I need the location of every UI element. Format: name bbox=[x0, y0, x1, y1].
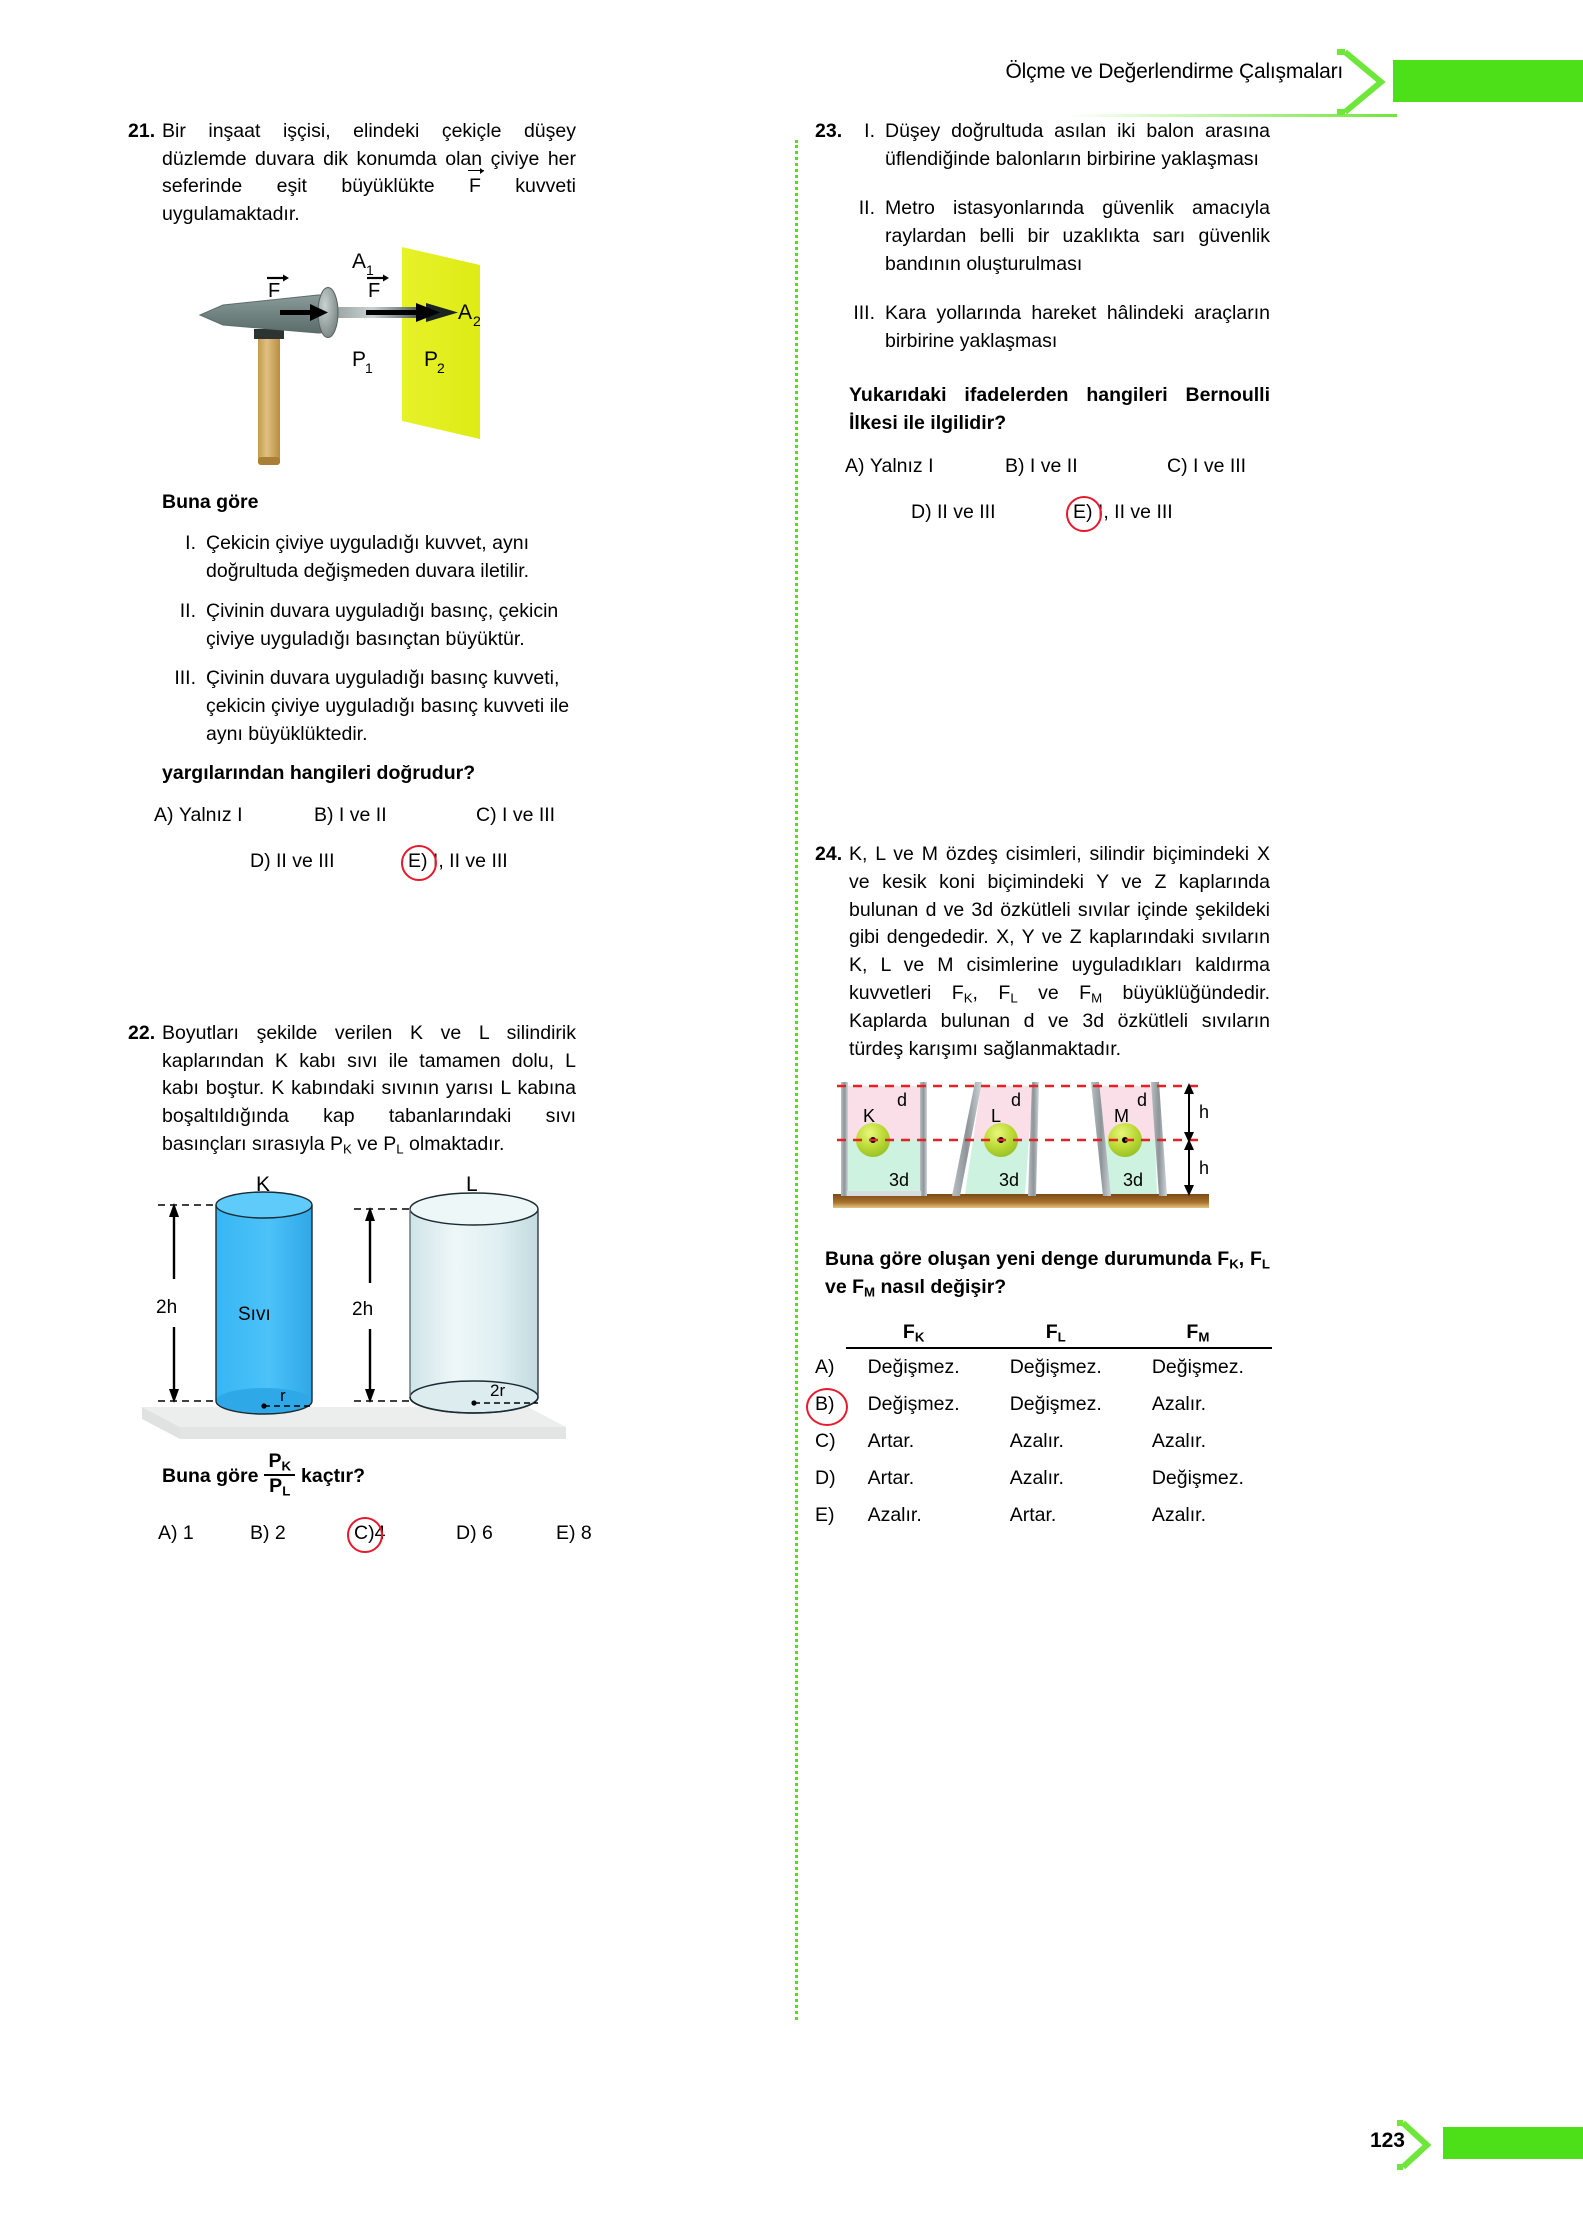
height-upper-label: h bbox=[1199, 1101, 1210, 1122]
table-header-FM bbox=[1130, 1321, 1272, 1349]
figure-hammer-nail-wall bbox=[128, 243, 576, 483]
figure-three-containers bbox=[833, 1078, 1263, 1228]
roman-text: Çivinin duvara uyguladığı basınç kuvveti, çekicin çiviye uyguladığı basınç kuvveti ile aynı büyüklüktedir. bbox=[206, 667, 570, 745]
question-21-choices bbox=[154, 804, 576, 890]
question-21-lead-in: Buna göre bbox=[162, 490, 259, 513]
row-B-key-wrap bbox=[815, 1393, 835, 1416]
choice-B-key: B) bbox=[314, 803, 334, 826]
row-E-FM: Azalır. bbox=[1151, 1504, 1207, 1527]
question-22-stem bbox=[162, 1020, 576, 1159]
force-label-left bbox=[267, 274, 289, 302]
page-header bbox=[0, 52, 1583, 112]
choice-B-key: B) bbox=[250, 1522, 270, 1545]
choice-D-key: D) bbox=[456, 1522, 477, 1545]
choice-A-key: A) bbox=[845, 455, 865, 478]
column-divider bbox=[795, 140, 798, 2020]
hammer-handle-end bbox=[258, 457, 280, 465]
cylinder-K-liquid-label: Sıvı bbox=[238, 1304, 271, 1326]
table-header-row bbox=[815, 1321, 1272, 1349]
cylinder-L-rim bbox=[410, 1193, 538, 1225]
roman-number: II. bbox=[858, 197, 875, 220]
wall-shape bbox=[402, 247, 480, 439]
cylinder-L-height-dim bbox=[352, 1207, 410, 1403]
height-lower-label: h bbox=[1199, 1157, 1210, 1178]
choice-C-text: I ve III bbox=[1193, 455, 1247, 478]
container-Z-bottom-density: 3d bbox=[1123, 1169, 1144, 1190]
row-B-key bbox=[815, 1386, 846, 1423]
question-23-choices bbox=[845, 455, 1270, 541]
question-22-sub-K: K bbox=[342, 1141, 352, 1157]
question-24-stem-2: , F bbox=[972, 981, 1011, 1004]
question-24-stem-1: K, L ve M özdeş cisimleri, silindir biçimindeki X ve kesik koni biçimindeki Y ve Z kaplarında bulunan d ve 3d özkütleli sıvılar içinde şekildeki gibi dengededir. X, Y ve Z kaplarındaki sıvıların K, L ve M cisimlerine uyguladıkları kaldırma kuvvetleri F bbox=[849, 843, 1270, 1004]
choice-D-key: D) bbox=[250, 849, 271, 872]
choice-B-key: B) bbox=[1005, 455, 1025, 478]
question-22-stem-1: Boyutları şekilde verilen K ve L silindirik kaplarından K kabı sıvı ile tamamen dolu, L kabı boştur. K kabındaki sıvının yarısı L kabına boşaltıldığında kap tabanlarındaki sıvı basınçları sırasıyla P bbox=[162, 1021, 576, 1155]
question-24-sub-L: L bbox=[1010, 990, 1018, 1006]
choice-A[interactable] bbox=[154, 804, 243, 827]
ground-surface bbox=[833, 1194, 1209, 1208]
row-C-FK: Artar. bbox=[867, 1430, 915, 1453]
row-A-FL: Değişmez. bbox=[1009, 1356, 1102, 1379]
choice-E-text: I, II ve III bbox=[1097, 501, 1173, 524]
question-24-sub-K: K bbox=[963, 990, 973, 1006]
cylinder-K-height-dim bbox=[156, 1203, 216, 1403]
svg-text:2r: 2r bbox=[490, 1381, 506, 1401]
choice-C-text: I ve III bbox=[502, 803, 556, 826]
header-accent-bar bbox=[1393, 60, 1583, 102]
svg-text:2: 2 bbox=[473, 312, 481, 329]
choice-B[interactable] bbox=[250, 1522, 286, 1545]
table-header-FM-sub: M bbox=[1198, 1329, 1210, 1345]
question-22-prompt-post: kaçtır? bbox=[301, 1465, 365, 1487]
question-24-prompt-post: nasıl değişir? bbox=[875, 1276, 1007, 1299]
roman-text: Çekicin çiviye uyguladığı kuvvet, aynı doğrultuda değişmeden duvara iletilir. bbox=[206, 532, 530, 583]
fraction-denominator-sub: L bbox=[282, 1483, 291, 1499]
roman-number: II. bbox=[179, 599, 196, 622]
fraction-denominator bbox=[264, 1474, 295, 1499]
choice-E-text: 8 bbox=[580, 1522, 592, 1545]
container-Y-bottom-density: 3d bbox=[999, 1169, 1020, 1190]
choice-E-text: I, II ve III bbox=[432, 849, 508, 872]
svg-text:P: P bbox=[352, 347, 367, 371]
choice-A-text: 1 bbox=[182, 1522, 194, 1545]
question-24-prompt-sub-K: K bbox=[1229, 1256, 1239, 1272]
question-21-number: 21. bbox=[128, 120, 156, 142]
svg-text:2: 2 bbox=[437, 359, 445, 376]
roman-number: I. bbox=[864, 120, 875, 142]
cylinder-L-label: L bbox=[466, 1175, 478, 1197]
choice-E[interactable] bbox=[556, 1522, 592, 1545]
row-A-key: A) bbox=[815, 1355, 835, 1378]
question-21-roman-list bbox=[162, 530, 576, 748]
table-header-FK-sub: K bbox=[914, 1329, 925, 1345]
choice-D-key: D) bbox=[911, 501, 932, 524]
choice-B[interactable] bbox=[1005, 455, 1078, 478]
label-A1 bbox=[352, 250, 374, 278]
question-24-prompt-sub-L: L bbox=[1261, 1256, 1270, 1272]
question-24-prompt-mid-2: ve F bbox=[825, 1276, 865, 1299]
roman-text: Çivinin duvara uyguladığı basınç, çekicin çiviye uyguladığı basınçtan büyüktür. bbox=[206, 599, 559, 650]
svg-text:1: 1 bbox=[365, 359, 373, 376]
fraction-numerator bbox=[264, 1451, 295, 1474]
roman-number: III. bbox=[174, 667, 196, 690]
fraction-numerator-sub: K bbox=[281, 1458, 292, 1474]
choice-D-text: II ve III bbox=[937, 501, 996, 524]
roman-number: III. bbox=[853, 302, 875, 325]
row-C-key: C) bbox=[815, 1430, 836, 1453]
question-24-number: 24. bbox=[815, 843, 843, 866]
force-vector-symbol: F bbox=[469, 173, 481, 201]
question-22-stem-2: ve P bbox=[351, 1132, 397, 1155]
choice-D[interactable] bbox=[456, 1522, 493, 1545]
header-fade-rule bbox=[1067, 114, 1397, 117]
question-24-answer-table bbox=[815, 1321, 1270, 1535]
roman-text: Düşey doğrultuda asılan iki balon arasına üflendiğinde balonların birbirine yaklaşması bbox=[885, 120, 1270, 170]
question-24-prompt-sub-M: M bbox=[864, 1284, 876, 1300]
choice-C-text: 4 bbox=[374, 1522, 386, 1545]
question-24-prompt bbox=[825, 1246, 1270, 1303]
table-header-blank bbox=[815, 1321, 846, 1349]
question-24 bbox=[815, 841, 1270, 1534]
question-21-stem bbox=[162, 118, 576, 229]
choice-E-key: E) bbox=[408, 849, 428, 872]
choice-E[interactable] bbox=[1073, 501, 1173, 524]
choice-A[interactable] bbox=[158, 1522, 194, 1545]
choice-C-key: C) bbox=[354, 1522, 375, 1545]
roman-number: I. bbox=[185, 532, 196, 555]
cylinder-K bbox=[216, 1192, 312, 1414]
choice-C[interactable] bbox=[476, 804, 555, 827]
cylinder-K-label: K bbox=[256, 1175, 271, 1197]
question-22-number: 22. bbox=[128, 1021, 156, 1044]
row-D-key: D) bbox=[815, 1467, 836, 1490]
cylinder-L bbox=[410, 1193, 538, 1413]
container-X-base bbox=[847, 1191, 921, 1196]
choice-C-key-wrap bbox=[354, 1522, 375, 1545]
object-L-label: L bbox=[991, 1105, 1002, 1126]
question-21-prompt: yargılarından hangileri doğrudur? bbox=[162, 762, 476, 785]
three-containers-svg bbox=[833, 1078, 1243, 1228]
row-B-FM: Azalır. bbox=[1151, 1393, 1207, 1416]
table-header-FL bbox=[988, 1321, 1130, 1349]
question-24-stem-3: ve F bbox=[1017, 981, 1092, 1004]
roman-item bbox=[849, 195, 1270, 278]
cylinder-K-body bbox=[216, 1205, 312, 1401]
roman-item bbox=[849, 118, 1270, 173]
question-24-sub-M: M bbox=[1091, 990, 1103, 1006]
svg-text:A: A bbox=[352, 249, 367, 273]
row-D-FM: Değişmez. bbox=[1151, 1467, 1244, 1490]
hammer-nail-wall-svg bbox=[128, 243, 576, 483]
header-chevron-icon bbox=[1337, 46, 1397, 118]
choice-C[interactable] bbox=[354, 1522, 385, 1545]
table-row[interactable] bbox=[815, 1386, 1272, 1423]
choice-A-text: Yalnız I bbox=[178, 803, 243, 826]
question-24-prompt-pre: Buna göre oluşan yeni denge durumunda F bbox=[825, 1247, 1230, 1270]
container-X-top-density: d bbox=[897, 1089, 908, 1110]
table-row[interactable] bbox=[815, 1348, 1272, 1386]
table-row[interactable] bbox=[815, 1497, 1272, 1534]
svg-text:A: A bbox=[458, 300, 473, 324]
question-22-stem-3: olmaktadır. bbox=[403, 1132, 505, 1155]
choice-C-key: C) bbox=[1167, 455, 1188, 478]
question-22 bbox=[128, 1020, 592, 1563]
table-header-FK bbox=[846, 1321, 988, 1349]
choice-D-text: 6 bbox=[482, 1522, 493, 1545]
question-23 bbox=[815, 118, 1270, 541]
row-A-FM: Değişmez. bbox=[1151, 1356, 1244, 1379]
svg-text:2h: 2h bbox=[156, 1297, 178, 1319]
question-22-prompt bbox=[162, 1450, 576, 1500]
question-21-stem-pre: Bir inşaat işçisi, elindeki çekiçle düşey düzlemde duvara dik konumda olan çiviye her seferinde eşit büyüklükte bbox=[162, 120, 576, 198]
question-22-sub-L: L bbox=[396, 1141, 404, 1157]
container-Y-top-density: d bbox=[1011, 1089, 1022, 1110]
choice-A-key: A) bbox=[154, 803, 174, 826]
pressure-ratio-fraction bbox=[264, 1451, 295, 1498]
row-E-key: E) bbox=[815, 1504, 835, 1527]
question-21-stem-post: kuvveti uygulamaktadır. bbox=[162, 175, 576, 226]
row-E-FL: Artar. bbox=[1009, 1504, 1057, 1527]
container-Z-top-density: d bbox=[1137, 1089, 1148, 1110]
page-footer bbox=[0, 2119, 1583, 2171]
object-M-label: M bbox=[1114, 1105, 1129, 1126]
cylinder-L-body bbox=[410, 1209, 538, 1397]
floor-slab-front bbox=[180, 1427, 566, 1439]
container-X-bottom-density: 3d bbox=[889, 1169, 910, 1190]
svg-text:r: r bbox=[280, 1386, 286, 1406]
choice-E-key: E) bbox=[556, 1522, 576, 1545]
right-column bbox=[815, 118, 1270, 1534]
roman-text: Metro istasyonlarında güvenlik amacıyla raylardan belli bir uzaklıkta sarı güvenlik bandının oluşturulması bbox=[885, 197, 1270, 275]
question-24-prompt-mid-1: , F bbox=[1238, 1247, 1262, 1270]
fraction-denominator-base: P bbox=[269, 1474, 283, 1497]
row-C-FL: Azalır. bbox=[1009, 1430, 1064, 1453]
roman-item bbox=[162, 665, 576, 748]
choice-A-key: A) bbox=[158, 1522, 178, 1545]
choice-D[interactable] bbox=[250, 850, 335, 873]
choice-E-key: E) bbox=[1073, 501, 1093, 524]
choice-B-text: I ve II bbox=[338, 803, 387, 826]
roman-item bbox=[849, 300, 1270, 355]
hammer-collar bbox=[254, 329, 284, 339]
svg-text:P: P bbox=[424, 347, 439, 371]
row-B-FK: Değişmez. bbox=[867, 1393, 960, 1416]
figure-two-cylinders bbox=[128, 1175, 576, 1443]
choice-B-text: 2 bbox=[274, 1522, 286, 1545]
choice-D-text: II ve III bbox=[276, 849, 335, 872]
choice-B-text: I ve II bbox=[1029, 455, 1078, 478]
two-cylinders-svg bbox=[128, 1175, 576, 1443]
question-22-prompt-pre: Buna göre bbox=[162, 1465, 259, 1487]
footer-accent-bar bbox=[1443, 2127, 1583, 2159]
table-row[interactable] bbox=[815, 1423, 1272, 1460]
force-label-right bbox=[367, 274, 389, 302]
row-B-key-text: B) bbox=[815, 1393, 835, 1416]
question-24-stem bbox=[849, 841, 1270, 1063]
question-23-prompt: Yukarıdaki ifadelerden hangileri Bernoulli İlkesi ile ilgilidir? bbox=[849, 383, 1270, 434]
svg-text:1: 1 bbox=[366, 261, 374, 278]
question-22-choices bbox=[158, 1522, 592, 1562]
height-dim-lower bbox=[1184, 1139, 1209, 1196]
choice-E[interactable] bbox=[408, 850, 508, 873]
choice-C[interactable] bbox=[1167, 455, 1246, 478]
svg-text:2h: 2h bbox=[352, 1299, 374, 1321]
row-B-FL: Değişmez. bbox=[1009, 1393, 1102, 1416]
choice-E-key-wrap bbox=[1073, 501, 1093, 524]
choice-A-text: Yalnız I bbox=[869, 455, 934, 478]
question-23-number: 23. bbox=[815, 120, 843, 142]
row-C-FM: Azalır. bbox=[1151, 1430, 1207, 1453]
roman-item bbox=[162, 530, 576, 585]
object-K-label: K bbox=[863, 1105, 876, 1126]
svg-text:F: F bbox=[268, 279, 281, 302]
question-24-stem-4: büyüklüğündedir. Kaplarda bulunan d ve 3d özkütleli sıvıların türdeş karışımı sağlanmaktadır. bbox=[849, 981, 1270, 1060]
choice-B[interactable] bbox=[314, 804, 387, 827]
roman-text: Kara yollarında hareket hâlindeki araçların birbirine yaklaşması bbox=[885, 302, 1270, 353]
table-header-FL-base: F bbox=[1045, 1320, 1058, 1343]
page-number: 123 bbox=[1369, 2129, 1405, 2152]
row-D-FL: Azalır. bbox=[1009, 1467, 1064, 1490]
row-D-FK: Artar. bbox=[867, 1467, 915, 1490]
height-dim-upper bbox=[1184, 1083, 1209, 1143]
roman-item bbox=[162, 598, 576, 653]
choice-D[interactable] bbox=[911, 501, 996, 524]
row-E-FK: Azalır. bbox=[867, 1504, 922, 1527]
choice-C-key: C) bbox=[476, 803, 497, 826]
left-column bbox=[128, 118, 592, 1562]
question-23-items bbox=[849, 118, 1270, 362]
hammer-handle bbox=[258, 335, 280, 463]
label-P1 bbox=[352, 348, 373, 376]
svg-text:F: F bbox=[368, 279, 381, 302]
fraction-numerator-base: P bbox=[268, 1450, 282, 1473]
table-header-FL-sub: L bbox=[1057, 1329, 1066, 1345]
choice-A[interactable] bbox=[845, 455, 934, 478]
question-21 bbox=[128, 118, 576, 890]
choice-E-key-wrap bbox=[408, 850, 428, 873]
table-header-FK-base: F bbox=[902, 1320, 915, 1343]
table-row[interactable] bbox=[815, 1460, 1272, 1497]
row-A-FK: Değişmez. bbox=[867, 1356, 960, 1379]
header-title: Ölçme ve Değerlendirme Çalışmaları bbox=[1005, 60, 1343, 83]
table-header-FM-base: F bbox=[1186, 1320, 1199, 1343]
